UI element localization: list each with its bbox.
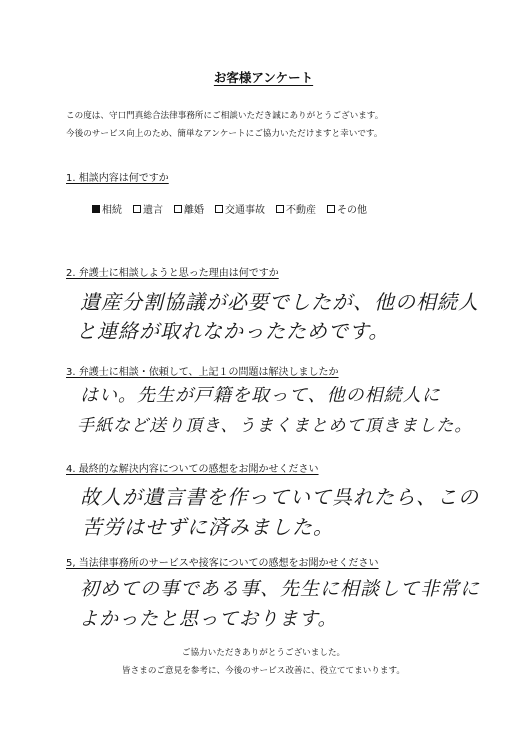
- option-label: 不動産: [286, 205, 316, 216]
- question-4-label: 4. 最終的な解決内容についての感想をお聞かせください: [66, 464, 319, 475]
- option-traffic-accident[interactable]: [215, 201, 265, 216]
- answer-2-line-1: 遺産分割協議が必要でしたが、他の相続人: [80, 290, 479, 314]
- question-5-label: 5, 当法律事務所のサービスや接客についての感想をお聞かせください: [66, 558, 379, 569]
- option-will[interactable]: [133, 201, 163, 216]
- answer-3-line-1: はい。先生が戸籍を取って、他の相続人に: [80, 385, 441, 406]
- option-label: 離婚: [184, 205, 204, 216]
- option-real-estate[interactable]: [276, 201, 316, 216]
- option-label: その他: [337, 205, 367, 216]
- checkbox-icon[interactable]: [133, 205, 141, 213]
- option-label: 交通事故: [225, 205, 265, 216]
- answer-5-line-1: 初めての事である事、先生に相談して非常に: [80, 578, 481, 600]
- checkbox-icon[interactable]: [174, 205, 182, 213]
- option-other[interactable]: [327, 201, 367, 216]
- intro-line-2: 今後のサービス向上のため、簡単なアンケートにご協力いただけますと幸いです。: [66, 129, 383, 139]
- answer-4-line-1: 故人が遺言書を作っていて呉れたら、この: [80, 485, 479, 509]
- closing-note: 皆さまのご意見を参考に、今後のサービス改善に、役立ててまいります。: [122, 666, 405, 676]
- option-label: 遺言: [143, 205, 163, 216]
- closing-thanks: ご協力いただきありがとうございました。: [181, 648, 346, 658]
- survey-title: お客様アンケート: [213, 70, 314, 85]
- checkbox-icon[interactable]: [215, 205, 223, 213]
- question-1-label: 1. 相談内容は何ですか: [66, 173, 169, 184]
- option-divorce[interactable]: [174, 201, 204, 216]
- intro-line-1: この度は、守口門真総合法律事務所にご相談いただき誠にありがとうございます。: [66, 111, 384, 121]
- checkbox-checked-icon[interactable]: [92, 205, 100, 213]
- answer-2-line-2: と連絡が取れなかったためです。: [76, 319, 390, 343]
- question-2-label: 2. 弁護士に相談しようと思った理由は何ですか: [66, 268, 279, 279]
- answer-4-line-2: 苦労はせずに済みました。: [82, 515, 334, 539]
- option-inheritance[interactable]: [92, 201, 122, 216]
- answer-3-line-2: 手紙など送り頂き、うまくまとめて頂きました。: [77, 416, 473, 436]
- option-label: 相続: [102, 205, 122, 216]
- answer-5-line-2: よかったと思っております。: [79, 608, 338, 630]
- question-3-label: 3. 弁護士に相談・依頼して、上記１の問題は解決しましたか: [66, 367, 339, 378]
- checkbox-icon[interactable]: [276, 205, 284, 213]
- checkbox-icon[interactable]: [327, 205, 335, 213]
- consultation-type-options: [92, 201, 367, 216]
